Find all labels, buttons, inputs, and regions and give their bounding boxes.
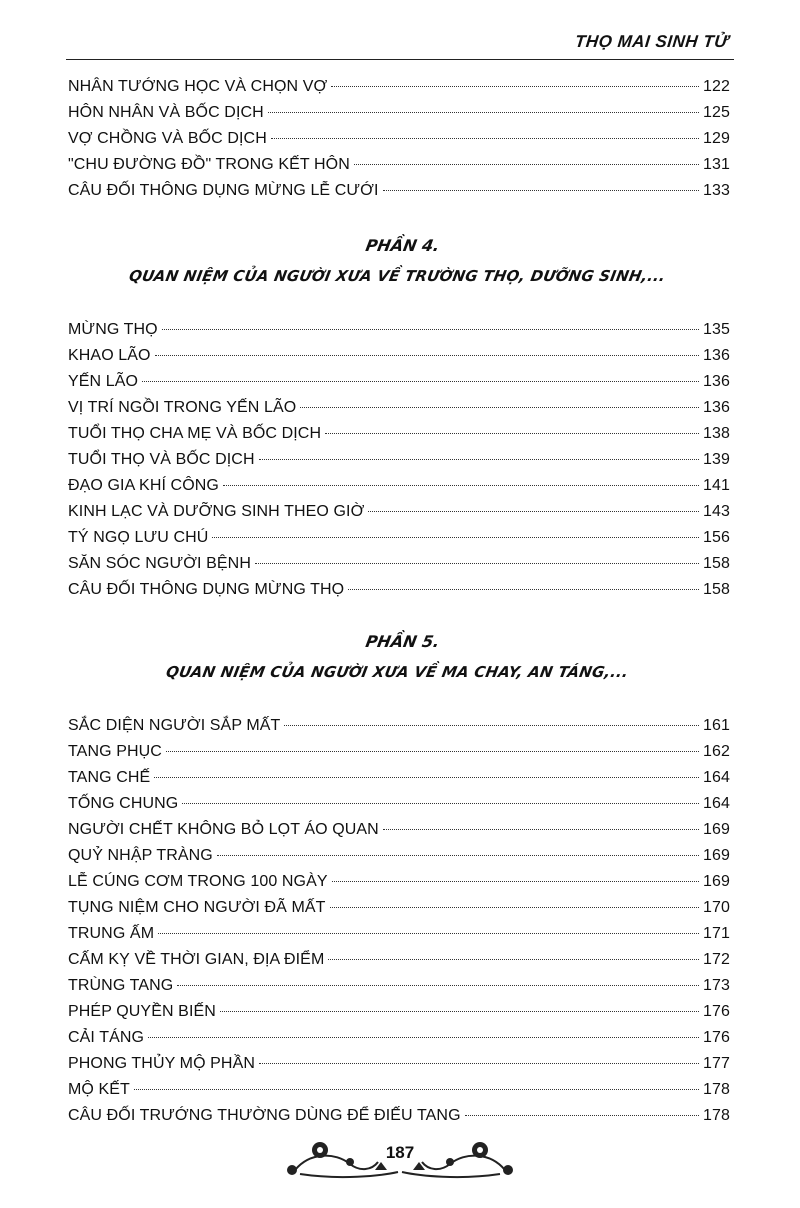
toc-entry — [68, 899, 730, 925]
toc-entry-title: HÔN NHÂN VÀ BỐC DỊCH — [68, 104, 264, 121]
toc-entry — [68, 847, 730, 873]
toc-entry-title: TUỔI THỌ VÀ BỐC DỊCH — [68, 451, 255, 468]
toc-entry-title: SĂN SÓC NGƯỜI BỆNH — [68, 555, 251, 572]
toc-entry-page: 143 — [703, 503, 730, 520]
toc-entry-title: CÂU ĐỐI TRƯỚNG THƯỜNG DÙNG ĐỂ ĐIẾU TANG — [68, 1107, 461, 1124]
part-4-heading — [0, 236, 800, 285]
toc-entry-page: 176 — [703, 1029, 730, 1046]
toc-entry-page: 169 — [703, 821, 730, 838]
toc-entry-page: 173 — [703, 977, 730, 994]
dot-leader — [158, 933, 699, 934]
toc-entry — [68, 1003, 730, 1029]
page-footer — [280, 1132, 520, 1182]
toc-entry-page: 133 — [703, 182, 730, 199]
toc-entry-page: 170 — [703, 899, 730, 916]
dot-leader — [330, 907, 699, 908]
toc-entry — [68, 347, 730, 373]
toc-entry — [68, 477, 730, 503]
running-header: THỌ MAI SINH TỬ — [573, 32, 730, 51]
toc-entry-title: SẮC DIỆN NGƯỜI SẮP MẤT — [68, 717, 281, 734]
toc-entry-title: CÂU ĐỐI THÔNG DỤNG MỪNG THỌ — [68, 581, 345, 598]
toc-entry — [68, 425, 730, 451]
toc-entry — [68, 1055, 730, 1081]
toc-entry-page: 169 — [703, 847, 730, 864]
dot-leader — [383, 829, 699, 830]
toc-entry — [68, 555, 730, 581]
toc-entry-page: 125 — [703, 104, 730, 121]
dot-leader — [300, 407, 699, 408]
toc-entry-page: 131 — [703, 156, 730, 173]
toc-entry-title: QUỶ NHẬP TRÀNG — [68, 847, 213, 864]
toc-entry-title: MỪNG THỌ — [68, 321, 158, 338]
toc-entry — [68, 104, 730, 130]
toc-entry-title: VỊ TRÍ NGỒI TRONG YẾN LÃO — [68, 399, 297, 416]
page-number: 187 — [385, 1143, 415, 1162]
toc-entry — [68, 1107, 730, 1133]
dot-leader — [354, 164, 699, 165]
part-5-heading — [0, 632, 800, 681]
toc-entry-page: 164 — [703, 769, 730, 786]
part-5-subtitle: QUAN NIỆM CỦA NGƯỜI XƯA VỀ MA CHAY, AN TÁNG,... — [164, 663, 630, 681]
toc-section-longevity — [68, 321, 730, 607]
toc-entry — [68, 581, 730, 607]
toc-entry-page: 178 — [703, 1107, 730, 1124]
dot-leader — [217, 855, 699, 856]
toc-entry-page: 156 — [703, 529, 730, 546]
header-rule — [66, 59, 734, 60]
toc-entry-title: TANG CHẾ — [68, 769, 151, 786]
dot-leader — [284, 725, 699, 726]
toc-entry — [68, 795, 730, 821]
dot-leader — [383, 190, 699, 191]
toc-entry — [68, 451, 730, 477]
toc-entry-title: TUỔI THỌ CHA MẸ VÀ BỐC DỊCH — [68, 425, 322, 442]
dot-leader — [271, 138, 699, 139]
dot-leader — [465, 1115, 699, 1116]
toc-entry — [68, 373, 730, 399]
toc-entry-title: ĐẠO GIA KHÍ CÔNG — [68, 477, 219, 494]
toc-entry-page: 141 — [703, 477, 730, 494]
toc-entry-page: 136 — [703, 399, 730, 416]
dot-leader — [182, 803, 699, 804]
dot-leader — [220, 1011, 699, 1012]
dot-leader — [368, 511, 699, 512]
toc-entry-title: TRÙNG TANG — [68, 977, 174, 994]
toc-section-marriage — [68, 78, 730, 208]
dot-leader — [328, 959, 699, 960]
toc-entry — [68, 321, 730, 347]
toc-entry-title: VỢ CHỒNG VÀ BỐC DỊCH — [68, 130, 267, 147]
toc-entry-page: 169 — [703, 873, 730, 890]
dot-leader — [259, 1063, 699, 1064]
toc-entry-title: TRUNG ẤM — [68, 925, 155, 942]
toc-entry-title: TỤNG NIỆM CHO NGƯỜI ĐÃ MẤT — [68, 899, 326, 916]
toc-entry — [68, 182, 730, 208]
toc-entry-page: 136 — [703, 373, 730, 390]
toc-entry — [68, 1081, 730, 1107]
dot-leader — [268, 112, 699, 113]
toc-entry-page: 122 — [703, 78, 730, 95]
toc-entry-page: 177 — [703, 1055, 730, 1072]
toc-entry — [68, 977, 730, 1003]
dot-leader — [148, 1037, 699, 1038]
toc-entry — [68, 399, 730, 425]
dot-leader — [212, 537, 699, 538]
toc-entry-title: MỘ KẾT — [68, 1081, 130, 1098]
toc-entry-title: YẾN LÃO — [68, 373, 139, 390]
toc-entry-page: 139 — [703, 451, 730, 468]
toc-entry — [68, 78, 730, 104]
dot-leader — [255, 563, 699, 564]
dot-leader — [177, 985, 699, 986]
dot-leader — [154, 777, 699, 778]
toc-entry-page: 158 — [703, 581, 730, 598]
dot-leader — [155, 355, 699, 356]
toc-entry — [68, 717, 730, 743]
toc-entry-page: 171 — [703, 925, 730, 942]
toc-entry-page: 129 — [703, 130, 730, 147]
toc-entry — [68, 873, 730, 899]
toc-entry — [68, 769, 730, 795]
toc-entry-page: 176 — [703, 1003, 730, 1020]
part-4-label: PHẦN 4. — [364, 236, 442, 255]
toc-entry-title: TỐNG CHUNG — [68, 795, 179, 812]
toc-entry — [68, 503, 730, 529]
dot-leader — [348, 589, 699, 590]
toc-entry-title: PHÉP QUYỀN BIẾN — [68, 1003, 216, 1020]
toc-entry-title: KHAO LÃO — [68, 347, 151, 364]
toc-entry-title: NGƯỜI CHẾT KHÔNG BỎ LỌT ÁO QUAN — [68, 821, 379, 838]
toc-entry-title: KINH LẠC VÀ DƯỠNG SINH THEO GIỜ — [68, 503, 365, 520]
toc-entry-page: 161 — [703, 717, 730, 734]
part-5-label: PHẦN 5. — [364, 632, 442, 651]
toc-entry — [68, 529, 730, 555]
toc-entry-page: 172 — [703, 951, 730, 968]
toc-entry-title: TÝ NGỌ LƯU CHÚ — [68, 529, 209, 546]
dot-leader — [223, 485, 699, 486]
toc-entry — [68, 1029, 730, 1055]
toc-entry — [68, 951, 730, 977]
toc-entry-title: CẢI TÁNG — [68, 1029, 145, 1046]
dot-leader — [162, 329, 699, 330]
dot-leader — [331, 86, 699, 87]
toc-entry-page: 158 — [703, 555, 730, 572]
toc-entry — [68, 130, 730, 156]
dot-leader — [325, 433, 699, 434]
toc-section-funeral — [68, 717, 730, 1133]
dot-leader — [142, 381, 699, 382]
toc-entry-page: 162 — [703, 743, 730, 760]
toc-entry-title: CẤM KỴ VỀ THỜI GIAN, ĐỊA ĐIỂM — [68, 951, 325, 968]
toc-entry — [68, 821, 730, 847]
toc-entry-page: 138 — [703, 425, 730, 442]
dot-leader — [259, 459, 699, 460]
part-4-subtitle: QUAN NIỆM CỦA NGƯỜI XƯA VỀ TRƯỜNG THỌ, DƯỠNG SINH,... — [127, 267, 667, 285]
dot-leader — [134, 1089, 699, 1090]
toc-entry-page: 164 — [703, 795, 730, 812]
toc-entry-title: PHONG THỦY MỘ PHẦN — [68, 1055, 256, 1072]
toc-entry-title: TANG PHỤC — [68, 743, 162, 760]
toc-entry — [68, 925, 730, 951]
toc-entry — [68, 743, 730, 769]
toc-entry-title: NHÂN TƯỚNG HỌC VÀ CHỌN VỢ — [68, 78, 328, 95]
toc-entry — [68, 156, 730, 182]
toc-entry-title: "CHU ĐƯỜNG ĐỒ" TRONG KẾT HÔN — [68, 156, 350, 173]
dot-leader — [332, 881, 699, 882]
dot-leader — [166, 751, 699, 752]
toc-entry-page: 136 — [703, 347, 730, 364]
toc-entry-page: 178 — [703, 1081, 730, 1098]
toc-entry-title: LỄ CÚNG CƠM TRONG 100 NGÀY — [68, 873, 328, 890]
toc-entry-page: 135 — [703, 321, 730, 338]
toc-entry-title: CÂU ĐỐI THÔNG DỤNG MỪNG LỄ CƯỚI — [68, 182, 379, 199]
